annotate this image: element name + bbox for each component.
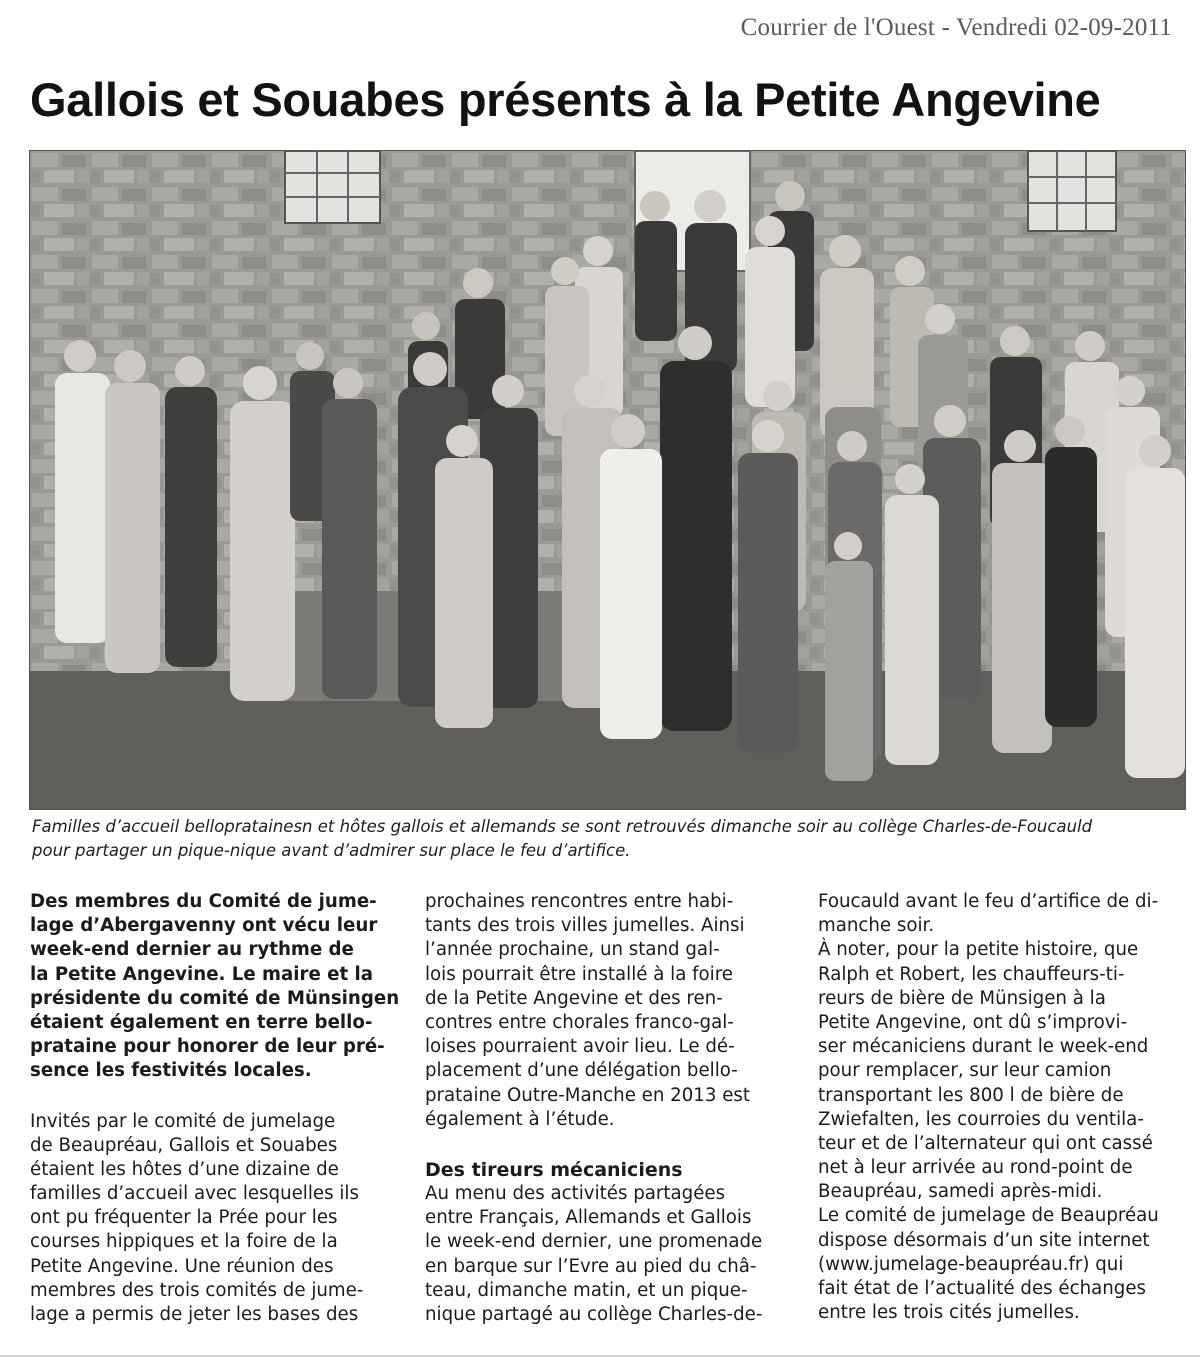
body-line: entre les trois cités jumelles. <box>818 1302 1080 1324</box>
body-line: membres des trois comités de jume- <box>30 1279 364 1301</box>
body-line: ont pu fréquenter la Prée pour les <box>30 1207 338 1229</box>
lead-line: week-end dernier au rythme de <box>30 939 354 961</box>
body-line: reurs de bière de Münsigen à la <box>818 987 1106 1009</box>
body-line: Le comité de jumelage de Beaupréau <box>818 1205 1159 1227</box>
body-line: teau, dimanche matin, et un pique- <box>425 1279 748 1301</box>
body-line: loises pourraient avoir lieu. Le dé- <box>425 1036 735 1058</box>
lead-line: sence les festivités locales. <box>30 1060 312 1082</box>
article-column-2 <box>425 890 800 1327</box>
body-line: également à l’étude. <box>425 1108 615 1130</box>
body-line: Ralph et Robert, les chauffeurs-ti- <box>818 963 1125 985</box>
body-line: Invités par le comité de jumelage <box>30 1110 336 1132</box>
body-line: familles d’accueil avec lesquelles ils <box>30 1183 359 1205</box>
caption-line-1: Familles d’accueil bellopratainesn et hôtes gallois et allemands se sont retrouvés dimanche soir au collège Charles-de-Foucauld <box>32 817 1093 836</box>
body-line: en barque sur l’Evre au pied du châ- <box>425 1255 757 1277</box>
newspaper-masthead-date: Courrier de l'Ouest - Vendredi 02-09-2011 <box>740 14 1172 41</box>
body-line: Zwiefalten, les courroies du ventila- <box>818 1108 1144 1130</box>
body-line: de Beaupréau, Gallois et Souabes <box>30 1134 338 1156</box>
body-line: étaient les hôtes d’une dizaine de <box>30 1158 339 1180</box>
window-right <box>1028 151 1116 231</box>
body-line: ser mécaniciens durant le week-end <box>818 1036 1149 1058</box>
caption-line-2: pour partager un pique-nique avant d’admirer sur place le feu d’artifice. <box>32 841 631 860</box>
body-line: lois pourrait être installé à la foire <box>425 963 733 985</box>
body-line: entre Français, Allemands et Gallois <box>425 1207 752 1229</box>
lead-line: étaient également en terre bello- <box>30 1011 373 1033</box>
window-left <box>285 151 380 223</box>
body-line: de la Petite Angevine et des ren- <box>425 987 723 1009</box>
body-line: nique partagé au collège Charles-de- <box>425 1304 763 1325</box>
body-line: Foucauld avant le feu d’artifice de di- <box>818 891 1159 912</box>
body-line: teur et de l’alternateur qui ont cassé <box>818 1132 1153 1154</box>
lead-line: lage d’Abergavenny ont vécu leur <box>30 915 378 937</box>
body-line: Petite Angevine, ont dû s’improvi- <box>818 1011 1128 1033</box>
body-line: Petite Angevine. Une réunion des <box>30 1255 334 1277</box>
body-line: courses hippiques et la foire de la <box>30 1231 338 1253</box>
article-headline: Gallois et Souabes présents à la Petite Angevine <box>30 73 1101 126</box>
group-photo <box>29 150 1186 810</box>
lead-line: présidente du comité de Münsingen <box>30 987 400 1009</box>
article-column-3 <box>818 890 1190 1325</box>
page-bottom-rule <box>0 1355 1200 1357</box>
body-line: tants des trois villes jumelles. Ainsi <box>425 915 745 937</box>
lead-line: la Petite Angevine. Le maire et la <box>30 963 374 985</box>
body-line: net à leur arrivée au rond-point de <box>818 1157 1133 1179</box>
body-line: le week-end dernier, une promenade <box>425 1231 763 1253</box>
body-line: contres entre chorales franco-gal- <box>425 1011 734 1033</box>
body-line: Au menu des activités partagées <box>425 1183 726 1205</box>
body-line: l’année prochaine, un stand gal- <box>425 939 720 961</box>
body-line: lage a permis de jeter les bases des <box>30 1304 359 1325</box>
body-line: dispose désormais d’un site internet <box>818 1229 1150 1251</box>
lead-line: prataine pour honorer de leur pré- <box>30 1036 385 1058</box>
article-subheading: Des tireurs mécaniciens <box>425 1158 683 1181</box>
body-line: transportant les 800 l de bière de <box>818 1084 1124 1106</box>
body-line: fait état de l’actualité des échanges <box>818 1278 1146 1299</box>
body-line: prataine Outre-Manche en 2013 est <box>425 1084 751 1106</box>
body-line: placement d’une délégation bello- <box>425 1060 738 1082</box>
body-line: manche soir. <box>818 915 935 937</box>
body-line: prochaines rencontres entre habi- <box>425 891 734 912</box>
body-line: (www.jumelage-beaupréau.fr) qui <box>818 1253 1124 1275</box>
body-line: À noter, pour la petite histoire, que <box>818 939 1139 961</box>
body-line: pour remplacer, sur leur camion <box>818 1060 1112 1082</box>
article-column-1 <box>30 890 400 1327</box>
lead-line: Des membres du Comité de jume- <box>30 891 377 912</box>
photo-caption <box>32 815 1182 863</box>
body-line: Beaupréau, samedi après-midi. <box>818 1181 1103 1203</box>
